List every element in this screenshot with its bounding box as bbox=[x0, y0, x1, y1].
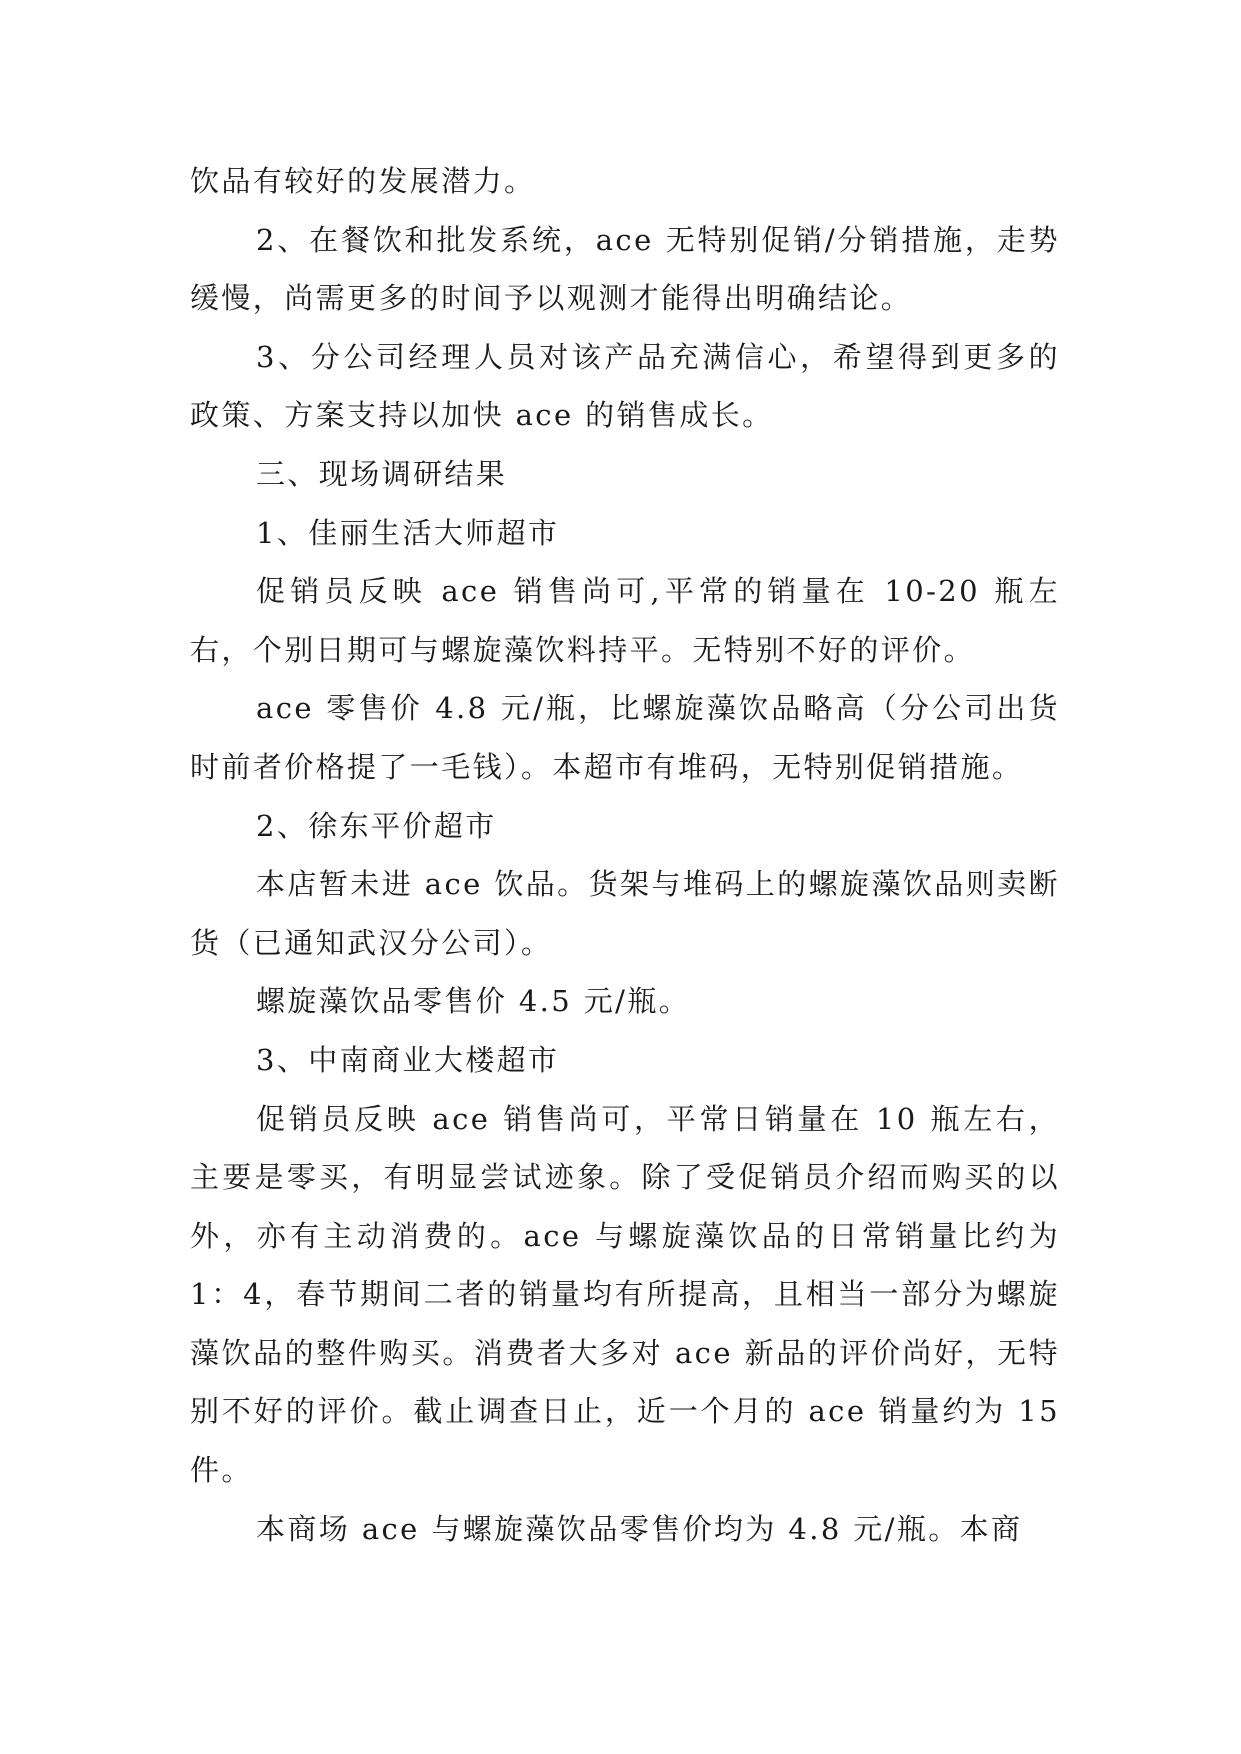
body-paragraph: 本店暂未进 ace 饮品。货架与堆码上的螺旋藻饮品则卖断货（已通知武汉分公司）。 bbox=[190, 867, 1060, 960]
body-paragraph: 促销员反映 ace 销售尚可，平常日销量在 10 瓶左右，主要是零买，有明显尝试迹象。除了受促销员介绍而购买的以外，亦有主动消费的。ace 与螺旋藻饮品的日常销量比约为 1：4，春节期间二者的销量均有所提高，且相当一部分为螺旋藻饮品的整件购买。消费者大多对 ace 新品的评价尚好，无特别不好的评价。截止调查日止，近一个月的 ace 销量约为 15 件。 bbox=[190, 1101, 1060, 1488]
subsection-heading: 2、徐东平价超市 bbox=[256, 808, 497, 843]
body-paragraph: 2、在餐饮和批发系统，ace 无特别促销/分销措施，走势缓慢，尚需更多的时间予以观测才能得出明确结论。 bbox=[190, 222, 1060, 316]
subsection-heading: 1、佳丽生活大师超市 bbox=[256, 515, 560, 550]
document-body bbox=[190, 152, 1060, 1558]
body-paragraph: 3、分公司经理人员对该产品充满信心，希望得到更多的政策、方案支持以加快 ace 的销售成长。 bbox=[190, 339, 1060, 433]
body-paragraph: 本商场 ace 与螺旋藻饮品零售价均为 4.8 元/瓶。本商 bbox=[256, 1511, 1023, 1546]
body-paragraph: 饮品有较好的发展潜力。 bbox=[190, 164, 536, 198]
section-heading: 三、现场调研结果 bbox=[256, 456, 508, 491]
body-paragraph: 促销员反映 ace 销售尚可,平常的销量在 10-20 瓶左右，个别日期可与螺旋藻饮料持平。无特别不好的评价。 bbox=[190, 574, 1060, 667]
body-paragraph: ace 零售价 4.8 元/瓶，比螺旋藻饮品略高（分公司出货时前者价格提了一毛钱）。本超市有堆码，无特别促销措施。 bbox=[190, 691, 1060, 784]
body-paragraph: 螺旋藻饮品零售价 4.5 元/瓶。 bbox=[256, 984, 691, 1019]
subsection-heading: 3、中南商业大楼超市 bbox=[256, 1042, 560, 1077]
